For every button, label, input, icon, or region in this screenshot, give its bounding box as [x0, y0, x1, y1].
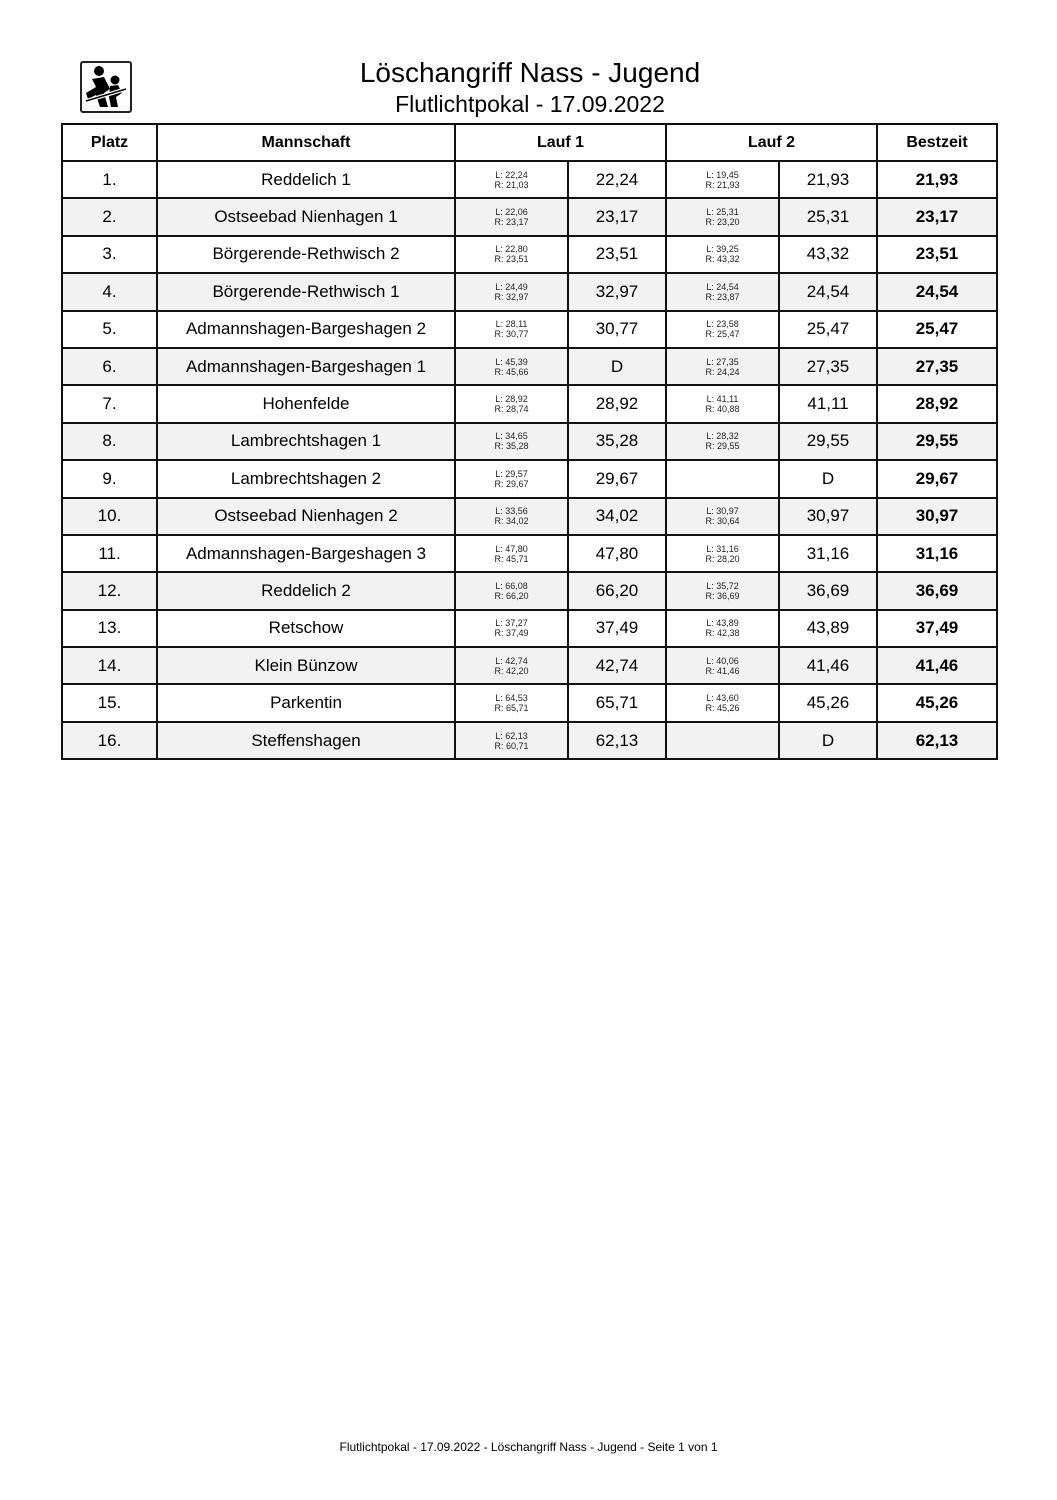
platz-cell: 2.	[62, 198, 157, 235]
lauf2-time-cell: 25,31	[779, 198, 877, 235]
bestzeit-cell: 37,49	[877, 610, 997, 647]
column-header-lauf2: Lauf 2	[666, 124, 877, 161]
lauf1-split-cell	[455, 236, 568, 273]
left-time: L: 39,25	[706, 244, 739, 255]
platz-cell: 3.	[62, 236, 157, 273]
right-time: R: 41,46	[705, 665, 740, 676]
lauf1-split-cell	[455, 348, 568, 385]
column-header-bestzeit: Bestzeit	[877, 124, 997, 161]
right-time: R: 23,17	[494, 217, 529, 228]
table-row	[62, 460, 997, 497]
platz-cell: 9.	[62, 460, 157, 497]
column-header-platz: Platz	[62, 124, 157, 161]
table-row	[62, 161, 997, 198]
bestzeit-cell: 30,97	[877, 498, 997, 535]
right-time: R: 40,88	[705, 404, 740, 415]
page-subtitle: Flutlichtpokal - 17.09.2022	[395, 91, 665, 117]
team-cell: Admannshagen-Bargeshagen 2	[157, 311, 455, 348]
lauf1-time-cell: 35,28	[568, 423, 666, 460]
left-time: L: 33,56	[495, 506, 528, 517]
platz-cell: 5.	[62, 311, 157, 348]
left-time: L: 22,80	[495, 244, 528, 255]
left-time: L: 34,65	[495, 431, 528, 442]
right-time: R: 60,71	[494, 740, 529, 751]
platz-cell: 16.	[62, 722, 157, 759]
lauf1-split-cell	[455, 385, 568, 422]
right-time: R: 42,20	[494, 665, 529, 676]
lauf2-time-cell: 29,55	[779, 423, 877, 460]
right-time: R: 21,03	[494, 179, 529, 190]
left-time: L: 62,13	[495, 730, 528, 741]
platz-cell: 4.	[62, 273, 157, 310]
left-time: L: 28,32	[706, 431, 739, 442]
lauf2-time-cell: 25,47	[779, 311, 877, 348]
team-cell: Ostseebad Nienhagen 2	[157, 498, 455, 535]
right-time: R: 45,71	[494, 553, 529, 564]
right-time: R: 43,32	[705, 254, 740, 265]
left-time: L: 22,24	[495, 169, 528, 180]
table-row	[62, 722, 997, 759]
left-time: L: 42,74	[495, 655, 528, 666]
lauf2-split-cell	[666, 572, 779, 609]
lauf1-split-cell	[455, 198, 568, 235]
table-row	[62, 423, 997, 460]
lauf1-split-cell	[455, 460, 568, 497]
lauf1-time-cell: 28,92	[568, 385, 666, 422]
lauf2-time-cell: 27,35	[779, 348, 877, 385]
lauf2-time-cell: 21,93	[779, 161, 877, 198]
right-time: R: 21,93	[705, 179, 740, 190]
lauf1-time-cell: 22,24	[568, 161, 666, 198]
left-time: L: 28,92	[495, 394, 528, 405]
table-row	[62, 535, 997, 572]
team-cell: Admannshagen-Bargeshagen 1	[157, 348, 455, 385]
table-row	[62, 610, 997, 647]
right-time: R: 66,20	[494, 590, 529, 601]
lauf2-time-cell: 36,69	[779, 572, 877, 609]
platz-cell: 13.	[62, 610, 157, 647]
team-cell: Parkentin	[157, 684, 455, 721]
lauf1-time-cell: 47,80	[568, 535, 666, 572]
left-time: L: 43,60	[706, 693, 739, 704]
page-footer: Flutlichtpokal - 17.09.2022 - Löschangriff Nass - Jugend - Seite 1 von 1	[339, 1440, 718, 1454]
left-time: L: 27,35	[706, 356, 739, 367]
lauf2-time-cell: 31,16	[779, 535, 877, 572]
team-cell: Reddelich 1	[157, 161, 455, 198]
lauf2-split-cell	[666, 684, 779, 721]
lauf2-time-cell: 43,89	[779, 610, 877, 647]
table-row	[62, 385, 997, 422]
left-time: L: 45,39	[495, 356, 528, 367]
bestzeit-cell: 28,92	[877, 385, 997, 422]
table-row	[62, 273, 997, 310]
left-time: L: 25,31	[706, 207, 739, 218]
lauf1-split-cell	[455, 535, 568, 572]
table-row	[62, 647, 997, 684]
team-cell: Admannshagen-Bargeshagen 3	[157, 535, 455, 572]
right-time: R: 29,67	[494, 478, 529, 489]
lauf1-time-cell: 32,97	[568, 273, 666, 310]
bestzeit-cell: 62,13	[877, 722, 997, 759]
lauf2-split-cell	[666, 161, 779, 198]
right-time: R: 32,97	[494, 291, 529, 302]
lauf1-time-cell: 62,13	[568, 722, 666, 759]
platz-cell: 15.	[62, 684, 157, 721]
right-time: R: 65,71	[494, 703, 529, 714]
left-time: L: 24,54	[706, 281, 739, 292]
lauf1-split-cell	[455, 684, 568, 721]
right-time: R: 45,26	[705, 703, 740, 714]
lauf2-time-cell: 24,54	[779, 273, 877, 310]
lauf1-time-cell: 37,49	[568, 610, 666, 647]
lauf2-split-cell	[666, 610, 779, 647]
bestzeit-cell: 45,26	[877, 684, 997, 721]
team-cell: Börgerende-Rethwisch 2	[157, 236, 455, 273]
platz-cell: 10.	[62, 498, 157, 535]
lauf1-split-cell	[455, 610, 568, 647]
lauf2-time-cell: D	[779, 460, 877, 497]
left-time: L: 47,80	[495, 543, 528, 554]
right-time: R: 23,51	[494, 254, 529, 265]
left-time: L: 30,97	[706, 506, 739, 517]
lauf2-split-cell	[666, 535, 779, 572]
left-time: L: 35,72	[706, 580, 739, 591]
right-time: R: 23,20	[705, 217, 740, 228]
right-time: R: 25,47	[705, 329, 740, 340]
bestzeit-cell: 23,17	[877, 198, 997, 235]
right-time: R: 30,77	[494, 329, 529, 340]
lauf2-time-cell: 30,97	[779, 498, 877, 535]
lauf1-split-cell	[455, 161, 568, 198]
right-time: R: 34,02	[494, 516, 529, 527]
right-time: R: 23,87	[705, 291, 740, 302]
bestzeit-cell: 24,54	[877, 273, 997, 310]
table-row	[62, 572, 997, 609]
lauf1-time-cell: 42,74	[568, 647, 666, 684]
left-time: L: 40,06	[706, 655, 739, 666]
lauf2-time-cell: 43,32	[779, 236, 877, 273]
lauf1-time-cell: D	[568, 348, 666, 385]
left-time: L: 66,08	[495, 580, 528, 591]
team-cell: Lambrechtshagen 1	[157, 423, 455, 460]
team-cell: Klein Bünzow	[157, 647, 455, 684]
table-row	[62, 236, 997, 273]
team-cell: Hohenfelde	[157, 385, 455, 422]
lauf1-split-cell	[455, 647, 568, 684]
team-cell: Reddelich 2	[157, 572, 455, 609]
right-time: R: 45,66	[494, 366, 529, 377]
lauf1-time-cell: 30,77	[568, 311, 666, 348]
lauf1-split-cell	[455, 498, 568, 535]
right-time: R: 30,64	[705, 516, 740, 527]
lauf1-time-cell: 65,71	[568, 684, 666, 721]
right-time: R: 28,20	[705, 553, 740, 564]
lauf2-split-cell	[666, 385, 779, 422]
left-time: L: 28,11	[495, 319, 528, 330]
lauf2-split-cell	[666, 236, 779, 273]
platz-cell: 11.	[62, 535, 157, 572]
platz-cell: 6.	[62, 348, 157, 385]
left-time: L: 64,53	[495, 693, 528, 704]
table-row	[62, 311, 997, 348]
lauf2-time-cell: 41,11	[779, 385, 877, 422]
lauf2-split-cell	[666, 647, 779, 684]
left-time: L: 29,57	[495, 468, 528, 479]
lauf2-time-cell: D	[779, 722, 877, 759]
left-time: L: 41,11	[706, 394, 739, 405]
firefighter-pictogram-icon	[80, 61, 132, 113]
left-time: L: 31,16	[706, 543, 739, 554]
bestzeit-cell: 27,35	[877, 348, 997, 385]
lauf1-split-cell	[455, 273, 568, 310]
left-time: L: 22,06	[495, 207, 528, 218]
lauf1-split-cell	[455, 722, 568, 759]
lauf1-time-cell: 66,20	[568, 572, 666, 609]
right-time: R: 36,69	[705, 590, 740, 601]
bestzeit-cell: 36,69	[877, 572, 997, 609]
lauf1-time-cell: 23,51	[568, 236, 666, 273]
column-header-lauf1: Lauf 1	[455, 124, 666, 161]
column-header-mannschaft: Mannschaft	[157, 124, 455, 161]
bestzeit-cell: 41,46	[877, 647, 997, 684]
left-time: L: 23,58	[706, 319, 739, 330]
bestzeit-cell: 25,47	[877, 311, 997, 348]
platz-cell: 1.	[62, 161, 157, 198]
lauf2-split-cell	[666, 498, 779, 535]
firefighter-pictogram-svg	[82, 63, 130, 111]
lauf2-time-cell: 41,46	[779, 647, 877, 684]
right-time: R: 42,38	[705, 628, 740, 639]
page-title: Löschangriff Nass - Jugend	[359, 57, 701, 88]
platz-cell: 14.	[62, 647, 157, 684]
lauf2-split-cell	[666, 722, 779, 759]
right-time: R: 28,74	[494, 404, 529, 415]
lauf1-time-cell: 29,67	[568, 460, 666, 497]
table-row	[62, 684, 997, 721]
lauf1-time-cell: 23,17	[568, 198, 666, 235]
right-time: R: 29,55	[705, 441, 740, 452]
right-time: R: 37,49	[494, 628, 529, 639]
table-header-row	[62, 124, 997, 161]
team-cell: Retschow	[157, 610, 455, 647]
platz-cell: 8.	[62, 423, 157, 460]
team-cell: Steffenshagen	[157, 722, 455, 759]
right-time: R: 35,28	[494, 441, 529, 452]
left-time: L: 24,49	[495, 281, 528, 292]
team-cell: Lambrechtshagen 2	[157, 460, 455, 497]
lauf1-split-cell	[455, 423, 568, 460]
bestzeit-cell: 21,93	[877, 161, 997, 198]
team-cell: Börgerende-Rethwisch 1	[157, 273, 455, 310]
bestzeit-cell: 29,55	[877, 423, 997, 460]
lauf2-time-cell: 45,26	[779, 684, 877, 721]
table-row	[62, 498, 997, 535]
left-time: L: 19,45	[706, 169, 739, 180]
results-table	[61, 123, 998, 760]
lauf1-time-cell: 34,02	[568, 498, 666, 535]
left-time: L: 43,89	[706, 618, 739, 629]
lauf1-split-cell	[455, 572, 568, 609]
platz-cell: 12.	[62, 572, 157, 609]
lauf2-split-cell	[666, 423, 779, 460]
lauf1-split-cell	[455, 311, 568, 348]
table-row	[62, 348, 997, 385]
bestzeit-cell: 31,16	[877, 535, 997, 572]
right-time: R: 24,24	[705, 366, 740, 377]
bestzeit-cell: 23,51	[877, 236, 997, 273]
left-time: L: 37,27	[495, 618, 528, 629]
table-row	[62, 198, 997, 235]
bestzeit-cell: 29,67	[877, 460, 997, 497]
lauf2-split-cell	[666, 311, 779, 348]
platz-cell: 7.	[62, 385, 157, 422]
lauf2-split-cell	[666, 198, 779, 235]
team-cell: Ostseebad Nienhagen 1	[157, 198, 455, 235]
lauf2-split-cell	[666, 348, 779, 385]
lauf2-split-cell	[666, 460, 779, 497]
lauf2-split-cell	[666, 273, 779, 310]
